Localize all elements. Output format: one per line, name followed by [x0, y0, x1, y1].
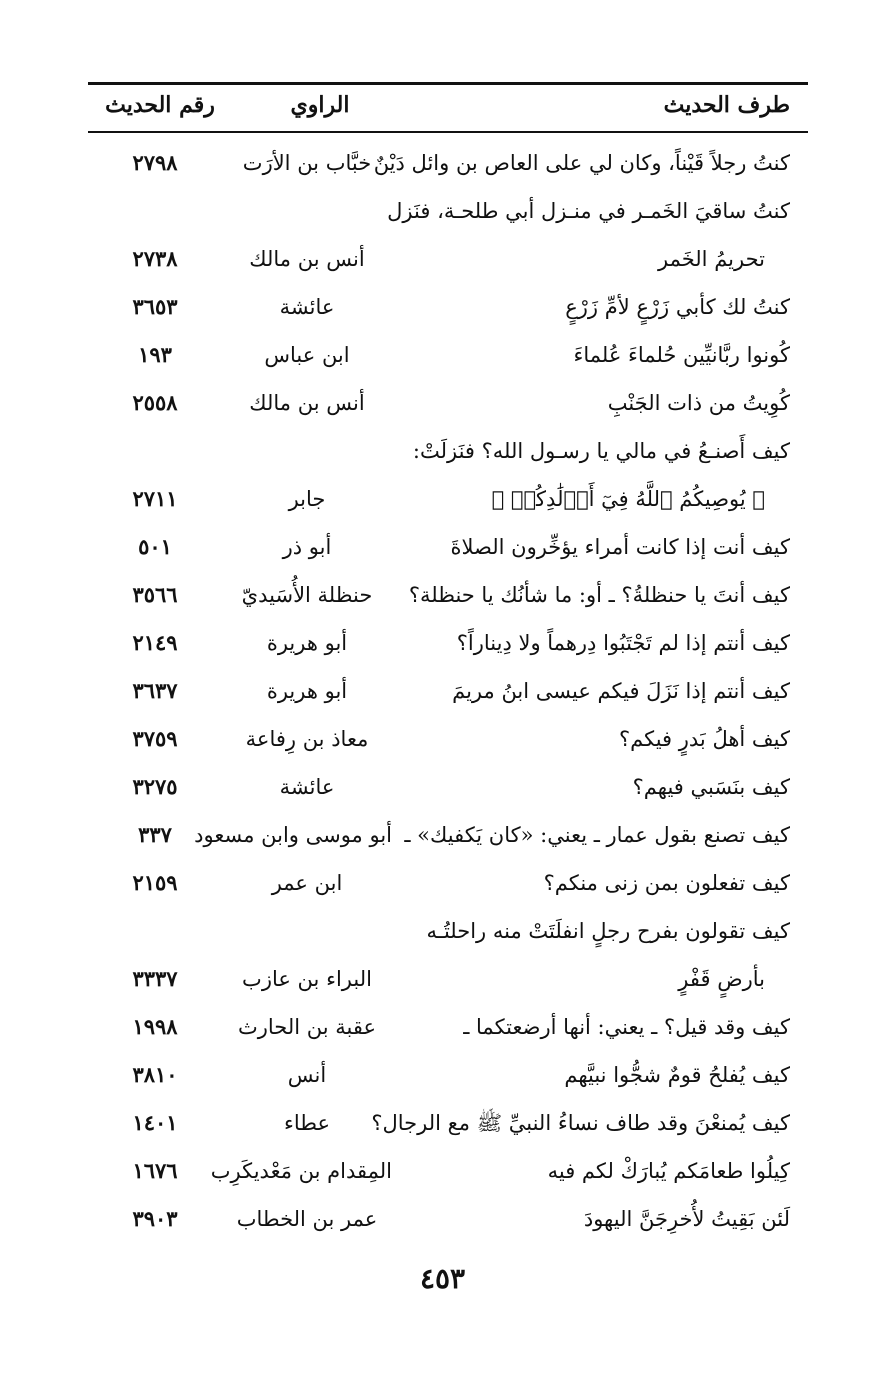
table-row — [0, 236, 885, 284]
hadith-number: ٢٧١١ — [132, 486, 178, 511]
header-rule — [88, 131, 808, 133]
table-row — [0, 1052, 885, 1100]
narrator: عطاء — [283, 1111, 331, 1135]
hadith-number: ٣٥٦٦ — [132, 582, 178, 607]
hadith-number: ٣٧٥٩ — [132, 726, 178, 751]
narrator: المِقدام بن مَعْديكَرِب — [210, 1159, 392, 1183]
hadith-number: ٢٥٥٨ — [132, 390, 178, 415]
narrator: أبو هريرة — [266, 679, 348, 703]
narrator: عقبة بن الحارث — [237, 1015, 377, 1039]
hadith-text: كيف تصنع بقول عمار ـ يعني: «كان يَكفيك» ـ — [404, 823, 790, 847]
narrator: أنس — [287, 1063, 327, 1087]
hadith-number: ٣٢٧٥ — [132, 774, 178, 799]
hadith-number: ١٩٩٨ — [132, 1014, 178, 1039]
hadith-number: ٢٧٣٨ — [132, 246, 178, 271]
table-top-rule — [88, 82, 808, 85]
narrator: البراء بن عازب — [242, 967, 372, 991]
hadith-number: ٢١٤٩ — [132, 630, 178, 655]
hadith-number: ٣٩٠٣ — [132, 1206, 178, 1231]
narrator: جابر — [288, 487, 326, 511]
hadith-text: كيف بنَسَبي فيهم؟ — [632, 775, 790, 799]
narrator: أبو ذر — [282, 535, 332, 559]
table-row — [0, 764, 885, 812]
table-row — [0, 188, 885, 236]
hadith-number: ٣٣٧ — [138, 822, 172, 847]
hadith-number: ٢١٥٩ — [132, 870, 178, 895]
table-row — [0, 476, 885, 524]
hadith-number: ١٩٣ — [138, 342, 172, 367]
hadith-number: ١٤٠١ — [132, 1110, 178, 1135]
hadith-number: ٣٦٥٣ — [132, 294, 178, 319]
table-row — [0, 428, 885, 476]
narrator: أبو هريرة — [266, 631, 348, 655]
table-row — [0, 1004, 885, 1052]
table-row — [0, 716, 885, 764]
hadith-text: كيف أنتَ يا حنظلةُ؟ ـ أو: ما شأنُك يا حنظلة؟ — [408, 583, 790, 607]
narrator: ابن عباس — [264, 343, 350, 367]
hadith-text: لَئن بَقِيتُ لأُخرِجَنَّ اليهودَ — [583, 1207, 790, 1231]
hadith-text: كيف يُمنعْنَ وقد طاف نساءُ النبيِّ ﷺ مع الرجال؟ — [371, 1111, 790, 1135]
narrator: عائشة — [279, 295, 335, 319]
header-narrator: الراوي — [290, 92, 350, 118]
page-number: ٤٥٣ — [419, 1262, 466, 1295]
narrator: أبو موسى وابن مسعود — [194, 823, 392, 847]
table-row — [0, 1196, 885, 1244]
hadith-text: بأرضٍ قَفْرٍ — [678, 967, 765, 991]
table-row — [0, 908, 885, 956]
table-row — [0, 620, 885, 668]
hadith-text: كُونوا ربَّانيِّين حُلماءَ عُلماءَ — [573, 343, 790, 367]
narrator: أنس بن مالك — [249, 247, 365, 271]
hadith-text: كنتُ لك كأبي زَرْعٍ لأمِّ زَرْعٍ — [565, 295, 790, 319]
narrator: معاذ بن رِفاعة — [245, 727, 369, 751]
table-row — [0, 572, 885, 620]
narrator: عمر بن الخطاب — [236, 1207, 378, 1231]
hadith-text: كنتُ رجلاً قَيْناً، وكان لي على العاص بن وائل دَيْنٌ — [373, 151, 790, 175]
narrator: عائشة — [279, 775, 335, 799]
table-row — [0, 332, 885, 380]
hadith-number: ٣٦٣٧ — [132, 678, 178, 703]
hadith-text: كُوِيتُ من ذات الجَنْبِ — [607, 391, 790, 415]
hadith-text: كيف أَصنـعُ في مالي يا رسـول الله؟ فنَزلَتْ: — [412, 439, 790, 463]
narrator: أنس بن مالك — [249, 391, 365, 415]
hadith-text: كنتُ ساقيَ الخَمـر في منـزل أبي طلحـة، فنَزل — [387, 199, 790, 223]
narrator: خبَّاب بن الأرَت — [242, 151, 372, 175]
hadith-number: ٥٠١ — [138, 534, 172, 559]
table-row — [0, 284, 885, 332]
hadith-number: ٣٣٣٧ — [132, 966, 178, 991]
table-row — [0, 956, 885, 1004]
hadith-text: ﴿ يُوصِيكُمُ ٱللَّهُ فِيٓ أَوۡلَٰدِكُمۡ ﴾ — [491, 487, 765, 511]
hadith-number: ٣٨١٠ — [132, 1062, 178, 1087]
hadith-text: كيف يُفلحُ قومٌ شجُّوا نبيَّهم — [564, 1063, 790, 1087]
hadith-number: ١٦٧٦ — [132, 1158, 178, 1183]
hadith-text: كيف أنتم إذا نَزَلَ فيكم عيسى ابنُ مريمَ — [452, 679, 790, 703]
table-row — [0, 860, 885, 908]
table-row — [0, 1100, 885, 1148]
hadith-text: تحريمُ الخَمر — [658, 247, 765, 271]
header-hadith-text: طرف الحديث — [663, 92, 790, 118]
narrator: حنظلة الأُسَيديّ — [241, 583, 373, 607]
table-row — [0, 524, 885, 572]
table-row — [0, 1148, 885, 1196]
table-row — [0, 380, 885, 428]
hadith-text: كيف أنتم إذا لم تَجْتَبُوا دِرهماً ولا دِيناراً؟ — [456, 631, 790, 655]
hadith-number: ٢٧٩٨ — [132, 150, 178, 175]
narrator: ابن عمر — [271, 871, 343, 895]
table-row — [0, 812, 885, 860]
hadith-text: كيف أهلُ بَدرٍ فيكم؟ — [618, 727, 790, 751]
hadith-text: كيف أنت إذا كانت أمراء يؤخِّرون الصلاةَ — [450, 535, 790, 559]
table-row — [0, 668, 885, 716]
hadith-text: كيف وقد قيل؟ ـ يعني: أنها أرضعتكما ـ — [463, 1015, 790, 1039]
hadith-text: كِيلُوا طعامَكم يُبارَكْ لكم فيه — [547, 1159, 790, 1183]
header-hadith-number: رقم الحديث — [105, 92, 215, 118]
hadith-text: كيف تفعلون بمن زنى منكم؟ — [543, 871, 790, 895]
table-row — [0, 140, 885, 188]
hadith-text: كيف تقولون بفرح رجلٍ انفلَتَتْ منه راحلتُـه — [426, 919, 790, 943]
